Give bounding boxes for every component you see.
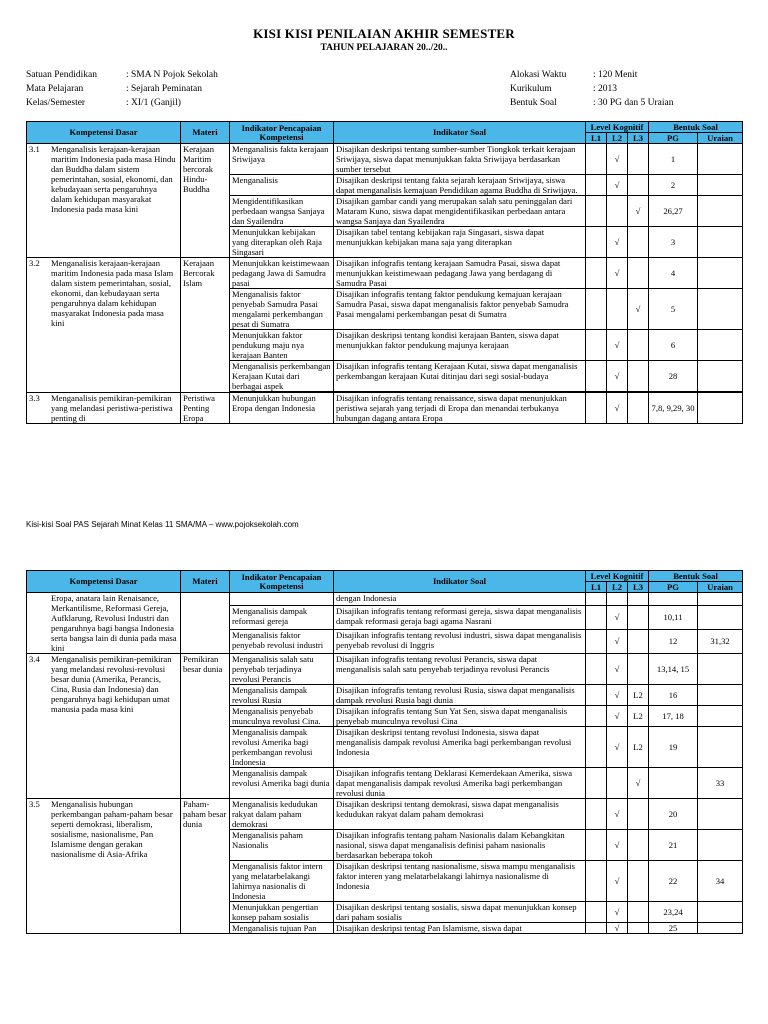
pg-cell: 17, 18 xyxy=(649,706,698,727)
kompetensi-dasar xyxy=(29,593,178,653)
uraian-cell xyxy=(698,227,743,258)
header-l3: L3 xyxy=(628,133,649,144)
level-l2-cell: √ xyxy=(607,654,628,685)
pg-cell: 25 xyxy=(649,923,698,934)
level-l2-cell xyxy=(607,593,628,606)
pg-cell: 7,8, 9,29, 30 xyxy=(649,393,698,424)
level-l3-cell xyxy=(628,861,649,902)
materi-cell: Pemikiran besar dunia xyxy=(181,654,230,799)
level-l1-cell xyxy=(586,175,607,196)
level-l2-cell: √ xyxy=(607,144,628,175)
header-l2: L2 xyxy=(607,582,628,593)
level-l1-cell xyxy=(586,629,607,653)
level-l3-cell xyxy=(628,144,649,175)
level-l3-cell xyxy=(628,593,649,606)
level-l1-cell xyxy=(586,605,607,629)
level-l2-cell: √ xyxy=(607,799,628,830)
indikator-pencapaian-cell: Menganalisis xyxy=(230,175,334,196)
pg-cell: 10,11 xyxy=(649,605,698,629)
indikator-soal-cell: Disajikan deskripsi tentang sumber-sumber Tiongkok terkait kerajaan Sriwijaya, siswa dapat menunjukkan fakta Sriwijaya berdasarkan sumber tersebut xyxy=(334,144,586,175)
indikator-pencapaian-cell: Menganalisis dampak reformasi gereja xyxy=(230,605,334,629)
pg-cell: 1 xyxy=(649,144,698,175)
level-l1-cell xyxy=(586,393,607,424)
indikator-pencapaian-cell: Menunjukkan keistimewaan pedagang Jawa di Samudra pasai xyxy=(230,258,334,289)
level-l2-cell: √ xyxy=(607,258,628,289)
level-l3-cell: L2 xyxy=(628,685,649,706)
indikator-soal-cell: Disajikan infografis tentang revolusi Perancis, siswa dapat menganalisis salah satu penyebab terjadinya revolusi Perancis xyxy=(334,654,586,685)
meta-key: Satuan Pendidikan xyxy=(26,70,97,80)
level-l2-cell: √ xyxy=(607,175,628,196)
level-l1-cell xyxy=(586,654,607,685)
uraian-cell xyxy=(698,727,743,768)
level-l1-cell xyxy=(586,861,607,902)
level-l2-cell xyxy=(607,768,628,799)
pg-cell: 21 xyxy=(649,830,698,861)
pg-cell: 20 xyxy=(649,799,698,830)
header-level-kognitif: Level Kognitif xyxy=(586,571,649,582)
indikator-soal-cell: Disajikan deskripsi tentang sosialis, siswa dapat menunjukkan konsep dari paham sosialis xyxy=(334,902,586,923)
meta-value: : Sejarah Peminatan xyxy=(126,84,202,94)
indikator-soal-cell: Disajikan gambar candi yang merupakan salah satu peninggalan dari Mataram Kuno, siswa dapat mengidentifikasikan perbedaan antara wangsa Sanjaya dan Syailendra xyxy=(334,196,586,227)
indikator-soal-cell: Disajikan deskripsi tentang fakta sejarah kerajaan Sriwijaya, siswa dapat menganalisis kemajuan Pendidikan agama Buddha di Sriwijaya. xyxy=(334,175,586,196)
meta-key: Kurikulum xyxy=(510,84,552,94)
uraian-cell xyxy=(698,393,743,424)
level-l1-cell xyxy=(586,330,607,361)
meta-value: : 2013 xyxy=(593,84,618,94)
header-row xyxy=(27,571,743,582)
meta-right xyxy=(510,68,673,110)
pg-cell xyxy=(649,768,698,799)
level-l3-cell: L2 xyxy=(628,706,649,727)
level-l1-cell xyxy=(586,258,607,289)
meta-value: : SMA N Pojok Sekolah xyxy=(126,70,218,80)
level-l3-cell xyxy=(628,799,649,830)
indikator-pencapaian-cell: Menganalisis paham Nasionalis xyxy=(230,830,334,861)
pg-cell: 16 xyxy=(649,685,698,706)
meta-row xyxy=(510,96,673,110)
kompetensi-dasar xyxy=(29,393,178,423)
indikator-soal-cell: Disajikan tabel tentang kebijakan raja Singasari, siswa dapat menunjukkan kebijakan mana saja yang diterapkan xyxy=(334,227,586,258)
uraian-cell xyxy=(698,830,743,861)
header-indikator-pencapaian: Indikator Pencapaian Kompetensi xyxy=(230,571,334,593)
table-row xyxy=(27,393,743,424)
kompetensi-dasar-cell xyxy=(27,393,181,424)
kd-number: 3.1 xyxy=(29,144,40,154)
pg-cell: 22 xyxy=(649,861,698,902)
header-kompetensi-dasar: Kompetensi Dasar xyxy=(27,122,181,144)
indikator-pencapaian-cell: Menganalisis dampak revolusi Amerika bagi perkembangan revolusi Indonesia xyxy=(230,727,334,768)
level-l3-cell xyxy=(628,605,649,629)
materi-cell: Peristiwa Penting Eropa xyxy=(181,393,230,424)
kd-text: Menganalisis kerajaan-kerajaan maritim Indonesia pada masa Hindu dan Buddha dalam sistem pemerintahan, sosial, ekonomi, dan kebudayaan serta pengaruhnya dalam kehidupan masyarakat Indonesia pada masa kini xyxy=(51,144,176,214)
level-l3-cell xyxy=(628,227,649,258)
indikator-soal-cell: Disajikan infografis tentang Kerajaan Kutai, siswa dapat menganalisis perkembangan kerajaan Kutai ditinjau dari segi sosial-budaya xyxy=(334,361,586,392)
level-l3-cell xyxy=(628,258,649,289)
level-l2-cell: √ xyxy=(607,685,628,706)
pg-cell: 23,24 xyxy=(649,902,698,923)
meta-key: Bentuk Soal xyxy=(510,98,557,108)
header-bentuk-soal: Bentuk Soal xyxy=(649,571,743,582)
indikator-pencapaian-cell xyxy=(230,593,334,606)
level-l1-cell xyxy=(586,768,607,799)
kompetensi-dasar-cell xyxy=(27,593,181,654)
kd-number: 3.4 xyxy=(29,654,40,664)
kd-number xyxy=(29,593,51,653)
meta-value: : 30 PG dan 5 Uraian xyxy=(593,98,674,108)
meta-value: : XI/1 (Ganjil) xyxy=(126,98,181,108)
level-l3-cell xyxy=(628,923,649,934)
level-l2-cell: √ xyxy=(607,830,628,861)
level-l3-cell: √ xyxy=(628,196,649,227)
indikator-pencapaian-cell: Menganalisis fakta kerajaan Sriwijaya xyxy=(230,144,334,175)
pg-cell xyxy=(649,593,698,606)
level-l1-cell xyxy=(586,799,607,830)
indikator-pencapaian-cell: Menunjukkan kebijakan yang diterapkan oleh Raja Singasari xyxy=(230,227,334,258)
meta-row xyxy=(510,68,673,82)
level-l1-cell xyxy=(586,361,607,392)
indikator-pencapaian-cell: Menganalisis faktor penyebab revolusi industri xyxy=(230,629,334,653)
pg-cell: 26,27 xyxy=(649,196,698,227)
uraian-cell xyxy=(698,654,743,685)
level-l3-cell xyxy=(628,629,649,653)
indikator-pencapaian-cell: Menganalisis kedudukan rakyat dalam paham demokrasi xyxy=(230,799,334,830)
indikator-soal-cell: Disajikan infografis tentang revolusi Rusia, siswa dapat menganalisis dampak revolusi Rusia bagi dunia xyxy=(334,685,586,706)
indikator-soal-cell: Disajikan deskripsi tentang revolusi Indonesia, siswa dapat menganalisis dampak revolusi Amerika bagi perkembangan revolusi Indonesia xyxy=(334,727,586,768)
level-l1-cell xyxy=(586,289,607,330)
level-l2-cell: √ xyxy=(607,706,628,727)
indikator-soal-cell: Disajikan infografis tentang renaissance, siswa dapat menunjukkan peristiwa sejarah yang terjadi di Eropa dan menandai terbukanya hubungan dagang antara Eropa xyxy=(334,393,586,424)
indikator-pencapaian-cell: Menganalisis dampak revolusi Rusia xyxy=(230,685,334,706)
header-row xyxy=(27,122,743,133)
uraian-cell xyxy=(698,361,743,392)
header-indikator-pencapaian: Indikator Pencapaian Kompetensi xyxy=(230,122,334,144)
uraian-cell xyxy=(698,196,743,227)
document-title: KISI KISI PENILAIAN AKHIR SEMESTER xyxy=(253,26,515,41)
level-l2-cell: √ xyxy=(607,727,628,768)
level-l1-cell xyxy=(586,196,607,227)
header-level-kognitif: Level Kognitif xyxy=(586,122,649,133)
header-kompetensi-dasar: Kompetensi Dasar xyxy=(27,571,181,593)
pg-cell: 5 xyxy=(649,289,698,330)
header-l3: L3 xyxy=(628,582,649,593)
uraian-cell xyxy=(698,706,743,727)
indikator-soal-cell: Disajikan infografis tentang reformasi gereja, siswa dapat menganalisis dampak reformasi geraja bagi agama Nasrani xyxy=(334,605,586,629)
indikator-soal-cell: Disajikan infografis tentang paham Nasionalis dalam Kebangkitan nasional, siswa dapat menganalisis definisi paham nasionalis berdasarkan beberapa tokoh xyxy=(334,830,586,861)
kd-number: 3.3 xyxy=(29,393,40,403)
indikator-soal-cell: Disajikan infografis tentang kerajaan Samudra Pasai, siswa dapat menunjukkan keistimewaan pedagang Jawa yang berdagang di Samudra Pasai xyxy=(334,258,586,289)
indikator-pencapaian-cell: Menganalisis tujuan Pan xyxy=(230,923,334,934)
page-footer: Kisi-kisi Soal PAS Sejarah Minat Kelas 11 SMA/MA – www.pojoksekolah.com xyxy=(26,520,299,529)
kd-number: 3.2 xyxy=(29,258,40,268)
level-l1-cell xyxy=(586,685,607,706)
pg-cell: 3 xyxy=(649,227,698,258)
uraian-cell xyxy=(698,175,743,196)
level-l3-cell xyxy=(628,830,649,861)
pg-cell: 28 xyxy=(649,361,698,392)
document-subtitle: TAHUN PELAJARAN 20../20.. xyxy=(320,43,448,53)
indikator-soal-cell: Disajikan infografis tentang faktor pendukung kemajuan kerajaan Samudra Pasai, siswa dapat menganalisis faktor penyebab Samudra Pasai mengalami perkembangan pesat di Sumatra xyxy=(334,289,586,330)
pg-cell: 2 xyxy=(649,175,698,196)
table-row xyxy=(27,593,743,606)
meta-key: Mata Pelajaran xyxy=(26,84,84,94)
kd-text: Eropa, anatara lain Renaisance, Merkantilisme, Reformasi Gereja, Aufklarung, Revolusi Industri dan pengaruhnya bagi bangsa Indonesia serta bangsa lain di dunia pada masa kini xyxy=(51,593,177,653)
level-l2-cell xyxy=(607,196,628,227)
header-pg: PG xyxy=(649,582,698,593)
indikator-soal-cell: Disajikan deskripsi tentang nasionalisme, siswa mampu menganalisis faktor interen yang melatarbelakangi lahirnya nasionalisme di Indonesia xyxy=(334,861,586,902)
meta-left xyxy=(26,68,218,110)
meta-value: : 120 Menit xyxy=(593,70,638,80)
meta-row xyxy=(26,68,218,82)
table-body xyxy=(27,144,743,424)
meta-row xyxy=(26,96,218,110)
indikator-pencapaian-cell: Menunjukkan faktor pendukung maju nya kerajaan Banten xyxy=(230,330,334,361)
indikator-soal-cell: Disajikan infografis tentang Sun Yat Sen, siswa dapat menganalisis penyebab munculnya revolusi Cina xyxy=(334,706,586,727)
level-l2-cell: √ xyxy=(607,629,628,653)
indikator-pencapaian-cell: Menganalisis faktor intern yang melatarbelakangi lahirnya nasionalis di Indonesia xyxy=(230,861,334,902)
pg-cell: 13,14, 15 xyxy=(649,654,698,685)
uraian-cell: 31,32 xyxy=(698,629,743,653)
level-l3-cell xyxy=(628,330,649,361)
uraian-cell xyxy=(698,144,743,175)
header-bentuk-soal: Bentuk Soal xyxy=(649,122,743,133)
kd-number: 3.5 xyxy=(29,799,40,809)
table-row xyxy=(27,799,743,830)
level-l3-cell: L2 xyxy=(628,727,649,768)
header-uraian: Uraian xyxy=(698,133,743,144)
level-l2-cell xyxy=(607,289,628,330)
uraian-cell xyxy=(698,685,743,706)
indikator-soal-cell: Disajikan infografis tentang revolusi industri, siswa dapat menganalisis penyebab revolusi di Inggris xyxy=(334,629,586,653)
level-l3-cell xyxy=(628,175,649,196)
meta-key: Alokasi Waktu xyxy=(510,70,567,80)
uraian-cell xyxy=(698,289,743,330)
header-indikator-soal: Indikator Soal xyxy=(334,122,586,144)
level-l3-cell xyxy=(628,902,649,923)
meta-key: Kelas/Semester xyxy=(26,98,86,108)
uraian-cell: 33 xyxy=(698,768,743,799)
level-l2-cell: √ xyxy=(607,330,628,361)
level-l1-cell xyxy=(586,593,607,606)
indikator-soal-cell: Disajikan deskripsi tentag Pan Islamisme, siswa dapat xyxy=(334,923,586,934)
level-l3-cell xyxy=(628,393,649,424)
table-row xyxy=(27,654,743,685)
level-l3-cell: √ xyxy=(628,289,649,330)
level-l1-cell xyxy=(586,227,607,258)
pg-cell: 12 xyxy=(649,629,698,653)
uraian-cell: 34 xyxy=(698,861,743,902)
uraian-cell xyxy=(698,799,743,830)
level-l2-cell: √ xyxy=(607,227,628,258)
level-l2-cell: √ xyxy=(607,902,628,923)
meta-row xyxy=(26,82,218,96)
indikator-pencapaian-cell: Menganalisis penyebab munculnya revolusi Cina. xyxy=(230,706,334,727)
level-l1-cell xyxy=(586,706,607,727)
uraian-cell xyxy=(698,258,743,289)
uraian-cell xyxy=(698,923,743,934)
indikator-pencapaian-cell: Menganalisis perkembangan Kerajaan Kutai dari berbagai aspek xyxy=(230,361,334,392)
level-l1-cell xyxy=(586,727,607,768)
kompetensi-dasar-cell xyxy=(27,799,181,934)
header-pg: PG xyxy=(649,133,698,144)
level-l3-cell xyxy=(628,654,649,685)
uraian-cell xyxy=(698,593,743,606)
kompetensi-dasar xyxy=(29,258,178,328)
level-l2-cell: √ xyxy=(607,861,628,902)
indikator-pencapaian-cell: Menunjukkan pengertian konsep paham sosialis xyxy=(230,902,334,923)
header-materi: Materi xyxy=(181,571,230,593)
indikator-soal-cell: Disajikan deskripsi tentang kondisi kerajaan Banten, siswa dapat menunjukkan faktor pendukung majunya kerajaan xyxy=(334,330,586,361)
kompetensi-dasar-cell xyxy=(27,654,181,799)
header-uraian: Uraian xyxy=(698,582,743,593)
level-l1-cell xyxy=(586,830,607,861)
header-materi: Materi xyxy=(181,122,230,144)
materi-cell: Paham-paham besar dunia xyxy=(181,799,230,934)
indikator-pencapaian-cell: Menganalisis faktor penyebab Samudra Pasai mengalami perkembangan pesat di Sumatra xyxy=(230,289,334,330)
level-l2-cell: √ xyxy=(607,361,628,392)
kompetensi-dasar xyxy=(29,799,178,859)
pg-cell: 6 xyxy=(649,330,698,361)
level-l1-cell xyxy=(586,923,607,934)
pg-cell: 19 xyxy=(649,727,698,768)
materi-cell: Kerajaan Maritim bercorak Hindu-Buddha xyxy=(181,144,230,258)
materi-cell: Kerajaan Bercorak Islam xyxy=(181,258,230,393)
kompetensi-dasar xyxy=(29,144,178,214)
kd-text: Menganalisis pemikiran-pemikiran yang melandasi peristiwa-peristiwa penting di xyxy=(51,393,173,423)
uraian-cell xyxy=(698,902,743,923)
kisi-table-page-2 xyxy=(26,570,743,934)
indikator-pencapaian-cell: Mengidentifikasikan perbedaan wangsa Sanjaya dan Syailendra xyxy=(230,196,334,227)
level-l1-cell xyxy=(586,144,607,175)
header-l1: L1 xyxy=(586,133,607,144)
kompetensi-dasar xyxy=(29,654,178,714)
header-l1: L1 xyxy=(586,582,607,593)
level-l2-cell: √ xyxy=(607,923,628,934)
kd-text: Menganalisis hubungan perkembangan paham-paham besar seperti demokrasi, liberalism, sosialisme, nasionalisme, Pan Islamisme dengan gerakan nasionalisme di Asia-Afrika xyxy=(51,799,173,859)
uraian-cell xyxy=(698,330,743,361)
meta-row xyxy=(510,82,673,96)
indikator-soal-cell: dengan Indonesia xyxy=(334,593,586,606)
level-l1-cell xyxy=(586,902,607,923)
level-l2-cell: √ xyxy=(607,605,628,629)
level-l3-cell: √ xyxy=(628,768,649,799)
indikator-soal-cell: Disajikan deskripsi tentang demokrasi, siswa dapat menganalisis kedudukan rakyat dalam paham demokrasi xyxy=(334,799,586,830)
table-row xyxy=(27,144,743,175)
indikator-pencapaian-cell: Menganalisis dampak revolusi Amerika bagi dunia xyxy=(230,768,334,799)
indikator-pencapaian-cell: Menganalisis salah satu penyebab terjadinya revolusi Perancis xyxy=(230,654,334,685)
materi-cell xyxy=(181,593,230,654)
kompetensi-dasar-cell xyxy=(27,258,181,393)
level-l2-cell: √ xyxy=(607,393,628,424)
uraian-cell xyxy=(698,605,743,629)
header-indikator-soal: Indikator Soal xyxy=(334,571,586,593)
table-body xyxy=(27,593,743,934)
kisi-table-page-1 xyxy=(26,121,743,424)
header-l2: L2 xyxy=(607,133,628,144)
kompetensi-dasar-cell xyxy=(27,144,181,258)
indikator-pencapaian-cell: Menunjukkan hubungan Eropa dengan Indonesia xyxy=(230,393,334,424)
pg-cell: 4 xyxy=(649,258,698,289)
table-row xyxy=(27,258,743,289)
indikator-soal-cell: Disajikan infografis tentang Deklarasi Kemerdekaan Amerika, siswa dapat menganalisis dampak revolusi Amerika bagi perkembangan revolusi dunia xyxy=(334,768,586,799)
level-l3-cell xyxy=(628,361,649,392)
kd-text: Menganalisis kerajaan-kerajaan maritim Indonesia pada masa Islam dalam sistem pemerintahan, sosial, ekonomi, dan kebudayaan serta pengaruhnya dalam kehidupan masyarakat Indonesia pada masa kini xyxy=(51,258,174,328)
kd-text: Menganalisis pemikiran-pemikiran yang melandasi revolusi-revolusi besar dunia (Amerika, Perancis, Cina, Rusia dan Indonesia) dan pengaruhnya bagi kehidupan umat manusia pada masa kini xyxy=(51,654,172,714)
